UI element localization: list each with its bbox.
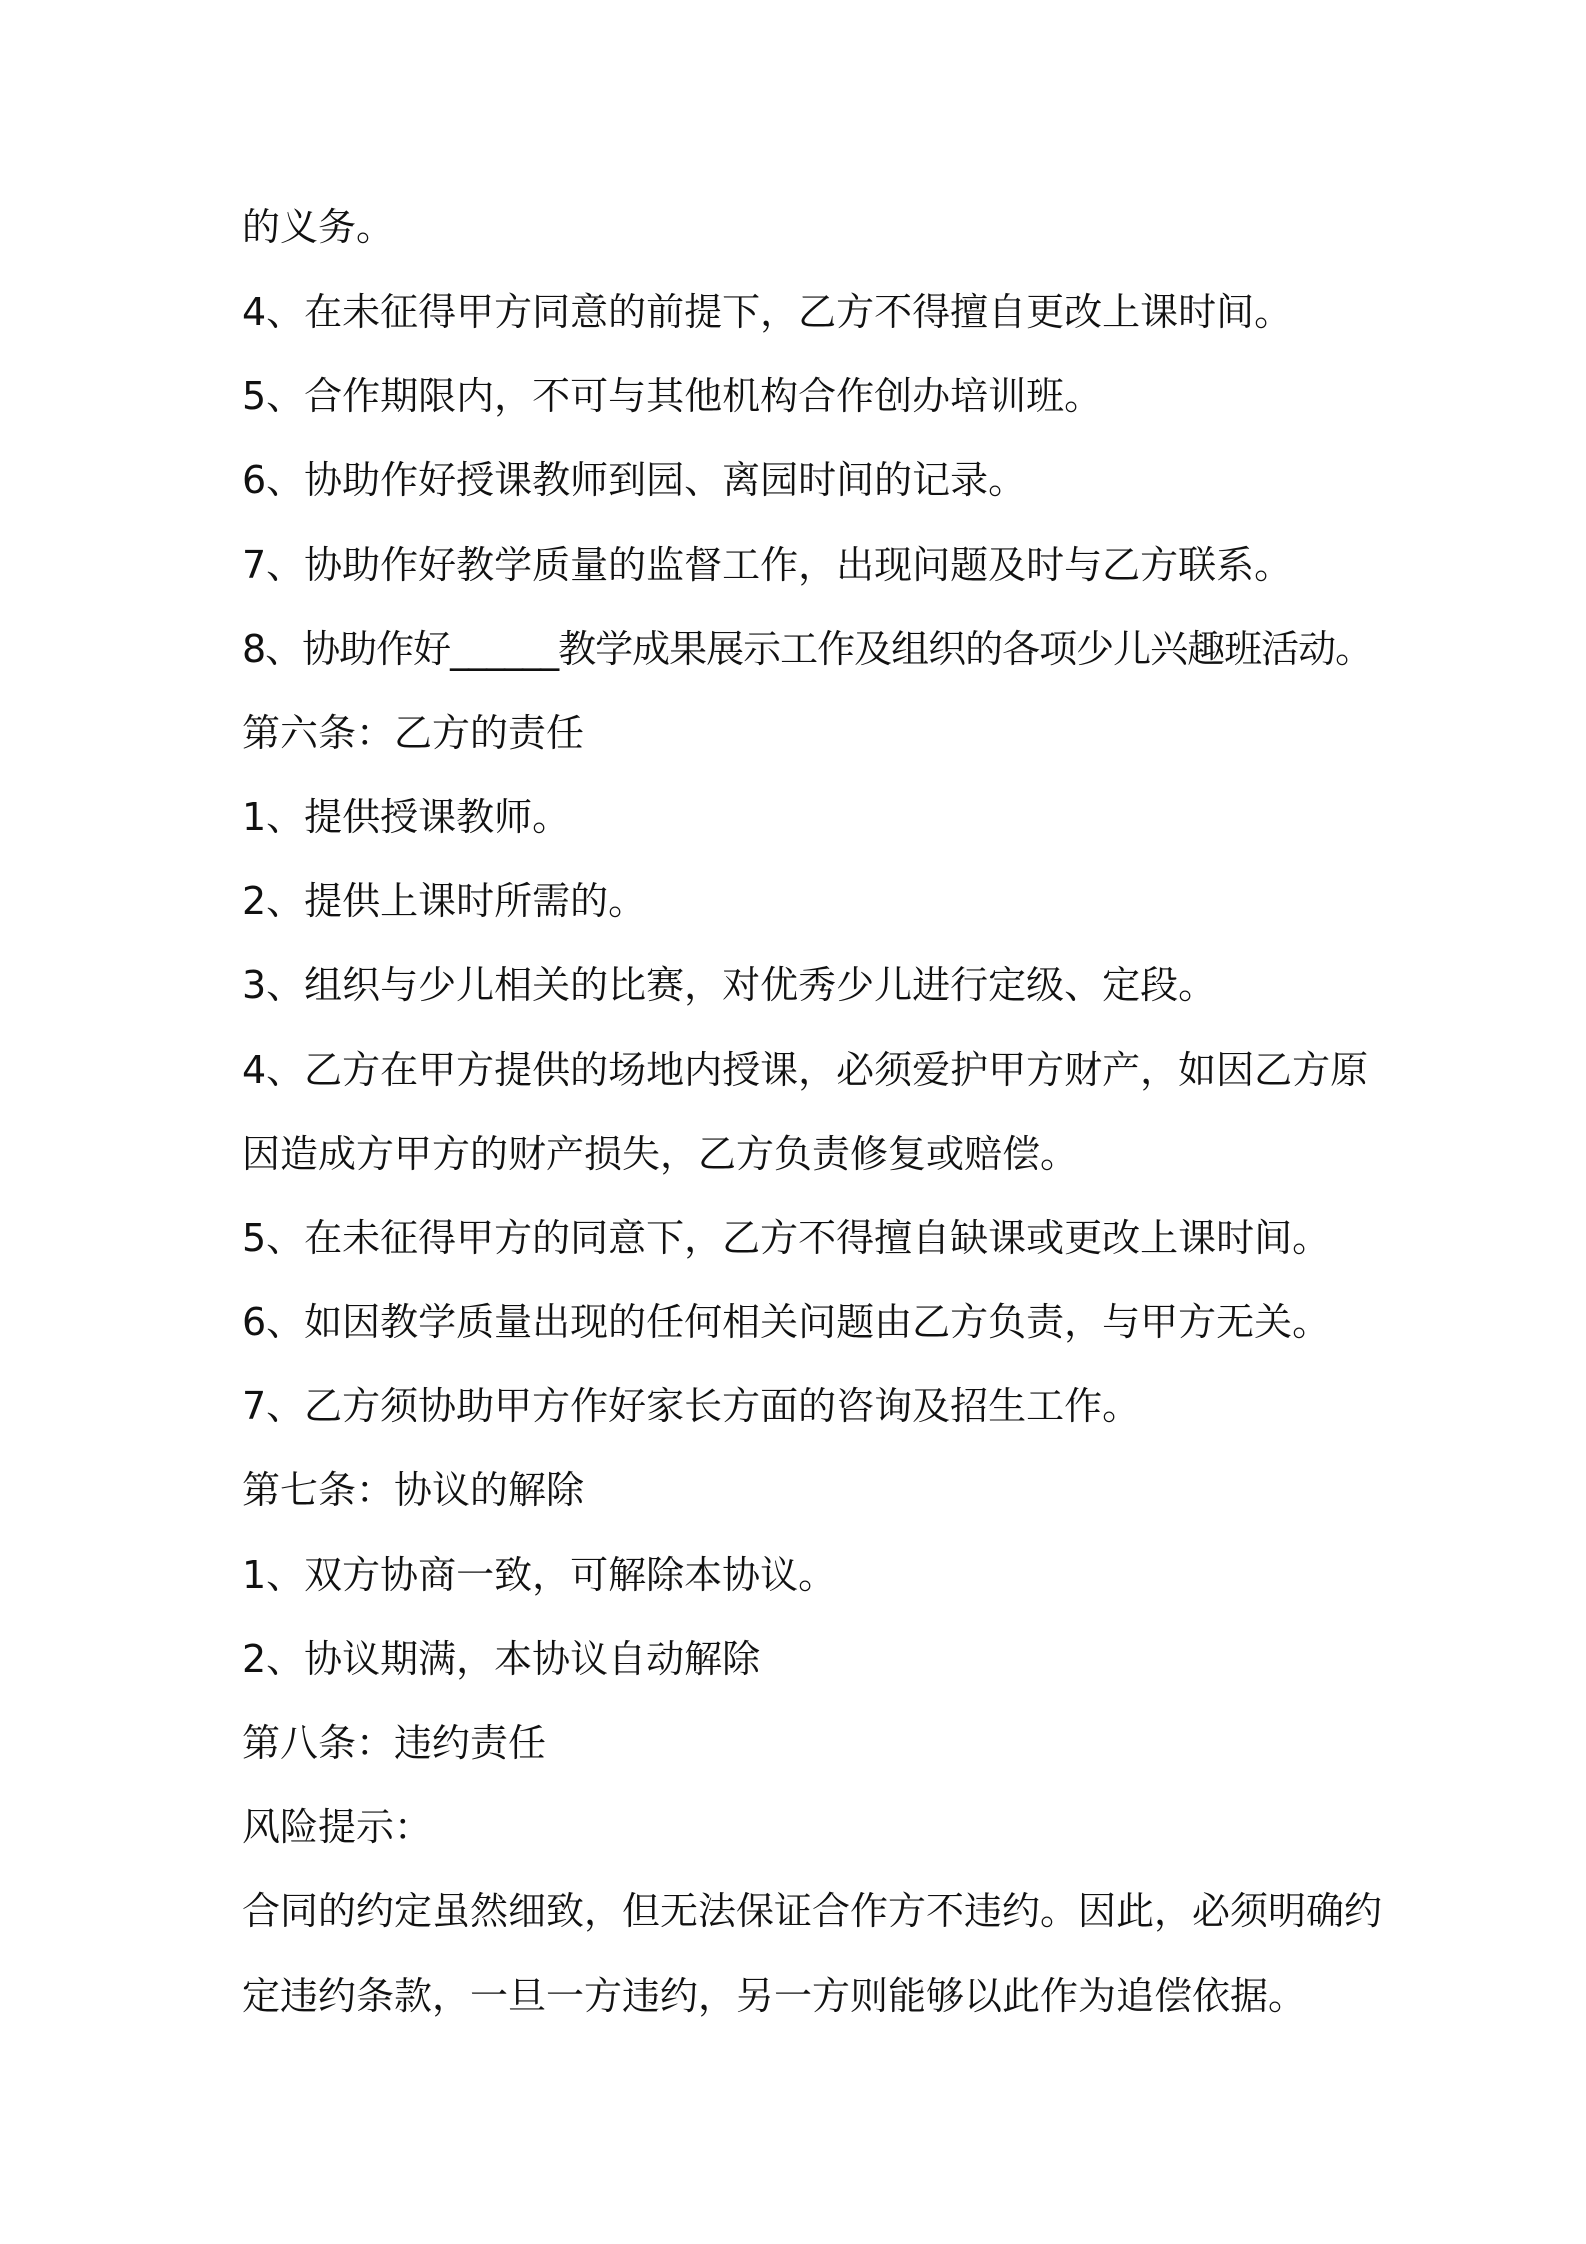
list-item-c-2: 2、协议期满，本协议自动解除 [242, 1637, 761, 1681]
risk-note-line-2: 定违约条款，一旦一方违约，另一方则能够以此作为追偿依据。 [242, 1974, 1307, 2018]
list-item-b-4-continued: 因造成方甲方的财产损失，乙方负责修复或赔偿。 [242, 1132, 1079, 1176]
list-item-a-7: 7、协助作好教学质量的监督工作，出现问题及时与乙方联系。 [242, 543, 1293, 587]
list-item-b-6: 6、如因教学质量出现的任何相关问题由乙方负责，与甲方无关。 [242, 1300, 1331, 1344]
paragraph-line: 的义务。 [242, 205, 395, 249]
list-item-b-2: 2、提供上课时所需的。 [242, 879, 647, 923]
list-item-b-4: 4、乙方在甲方提供的场地内授课，必须爱护甲方财产，如因乙方原 [242, 1048, 1369, 1092]
list-item-a-4: 4、在未征得甲方同意的前提下，乙方不得擅自更改上课时间。 [242, 290, 1293, 334]
list-item-b-7: 7、乙方须协助甲方作好家长方面的咨询及招生工作。 [242, 1384, 1141, 1428]
list-item-b-1: 1、提供授课教师。 [242, 795, 571, 839]
list-item-a-8: 8、协助作好______教学成果展示工作及组织的各项少儿兴趣班活动。 [242, 627, 1373, 671]
risk-note-heading: 风险提示： [242, 1805, 433, 1849]
risk-note-line-1: 合同的约定虽然细致，但无法保证合作方不违约。因此，必须明确约 [242, 1889, 1383, 1933]
list-item-b-3: 3、组织与少儿相关的比赛，对优秀少儿进行定级、定段。 [242, 963, 1217, 1007]
section-heading-6: 第六条：乙方的责任 [242, 711, 585, 755]
section-heading-8: 第八条：违约责任 [242, 1721, 547, 1765]
list-item-b-5: 5、在未征得甲方的同意下，乙方不得擅自缺课或更改上课时间。 [242, 1216, 1331, 1260]
list-item-c-1: 1、双方协商一致，可解除本协议。 [242, 1553, 837, 1597]
section-heading-7: 第七条：协议的解除 [242, 1468, 585, 1512]
list-item-a-6: 6、协助作好授课教师到园、离园时间的记录。 [242, 458, 1027, 502]
list-item-a-5: 5、合作期限内，不可与其他机构合作创办培训班。 [242, 374, 1103, 418]
